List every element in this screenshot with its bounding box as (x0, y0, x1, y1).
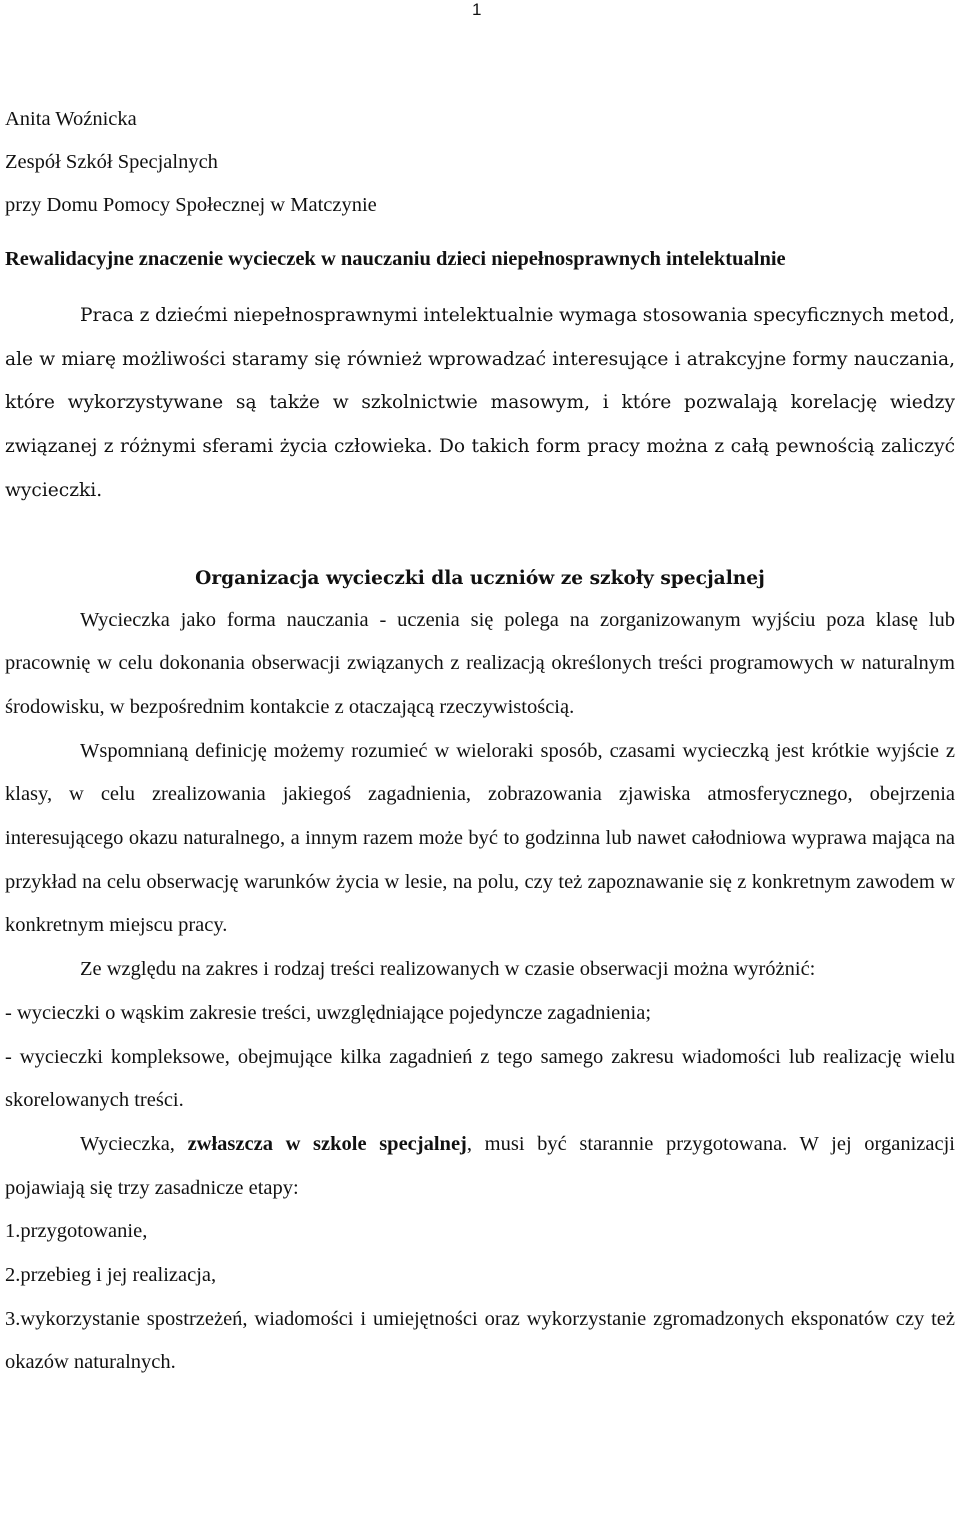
stage-item-3: 3.wykorzystanie spostrzeżeń, wiadomości i umiejętności oraz wykorzystanie zgromadzonych eksponatów czy też okazów naturalnych. (5, 1307, 955, 1374)
intro-paragraph: Praca z dziećmi niepełnosprawnymi intelektualnie wymaga stosowania specyficznych metod, ale w miarę możliwości staramy się również wprowadzać interesujące i atrakcyjne formy nauczania, które wykorzystywane są także w szkolnictwie masowym, i które pozwalają korelację wiedzy związanej z różnymi sferami życia człowieka. Do takich form pracy można z całą pewnością zaliczyć wycieczki. (5, 305, 955, 501)
paragraph-types-intro: Ze względu na zakres i rodzaj treści realizowanych w czasie obserwacji można wyróżnić: (80, 958, 816, 981)
school-location: przy Domu Pomocy Społecznej w Matczynie (5, 194, 377, 216)
school-name: Zespół Szkół Specjalnych (5, 151, 218, 173)
list-item-narrow-trips: - wycieczki o wąskim zakresie treści, uwzględniające pojedyncze zagadnienia; (5, 1001, 652, 1024)
paragraph-definition: Wycieczka jako forma nauczania - uczenia się polega na zorganizowanym wyjściu poza klasę lub pracownię w celu dokonania obserwacji związanych z realizacją określonych treści programowych w naturalnym środowisku, w bezpośrednim kontakcie z otaczającą rzeczywistością. (5, 608, 955, 718)
preparation-text-end: , musi być starannie przygotowana. W jej organizacji pojawiają się trzy zasadnicze etapy: (5, 1132, 955, 1199)
author-block (5, 98, 955, 227)
paragraph-interpretation: Wspomnianą definicję możemy rozumieć w wieloraki sposób, czasami wycieczką jest krótkie wyjście z klasy, w celu zrealizowania jakiegoś zagadnienia, zobrazowania zjawiska atmosferycznego, obejrzenia interesującego okazu naturalnego, a innym razem może być to godzinna lub nawet całodniowa wyprawa mająca na przykład na celu obserwację warunków życia w lesie, na polu, czy też zapoznawanie się z konkretnym zawodem w konkretnym miejscu pracy. (5, 739, 955, 937)
preparation-text-bold: zwłaszcza w szkole specjalnej (187, 1132, 467, 1155)
list-item-complex-trips: - wycieczki kompleksowe, obejmujące kilka zagadnień z tego samego zakresu wiadomości lub realizację wielu skorelowanych treści. (5, 1045, 955, 1112)
stage-item-1: 1.przygotowanie, (5, 1220, 148, 1243)
stage-item-2: 2.przebieg i jej realizacja, (5, 1264, 217, 1287)
author-name: Anita Woźnicka (5, 108, 137, 130)
preparation-text-start: Wycieczka, (80, 1132, 188, 1155)
page-number: 1 (472, 0, 482, 19)
section-heading: Organizacja wycieczki dla uczniów ze szkoły specjalnej (195, 567, 765, 589)
article-title: Rewalidacyjne znaczenie wycieczek w nauczaniu dzieci niepełnosprawnych intelektualnie (5, 248, 786, 270)
document-body (5, 98, 955, 1385)
paragraph-preparation (5, 1123, 955, 1210)
